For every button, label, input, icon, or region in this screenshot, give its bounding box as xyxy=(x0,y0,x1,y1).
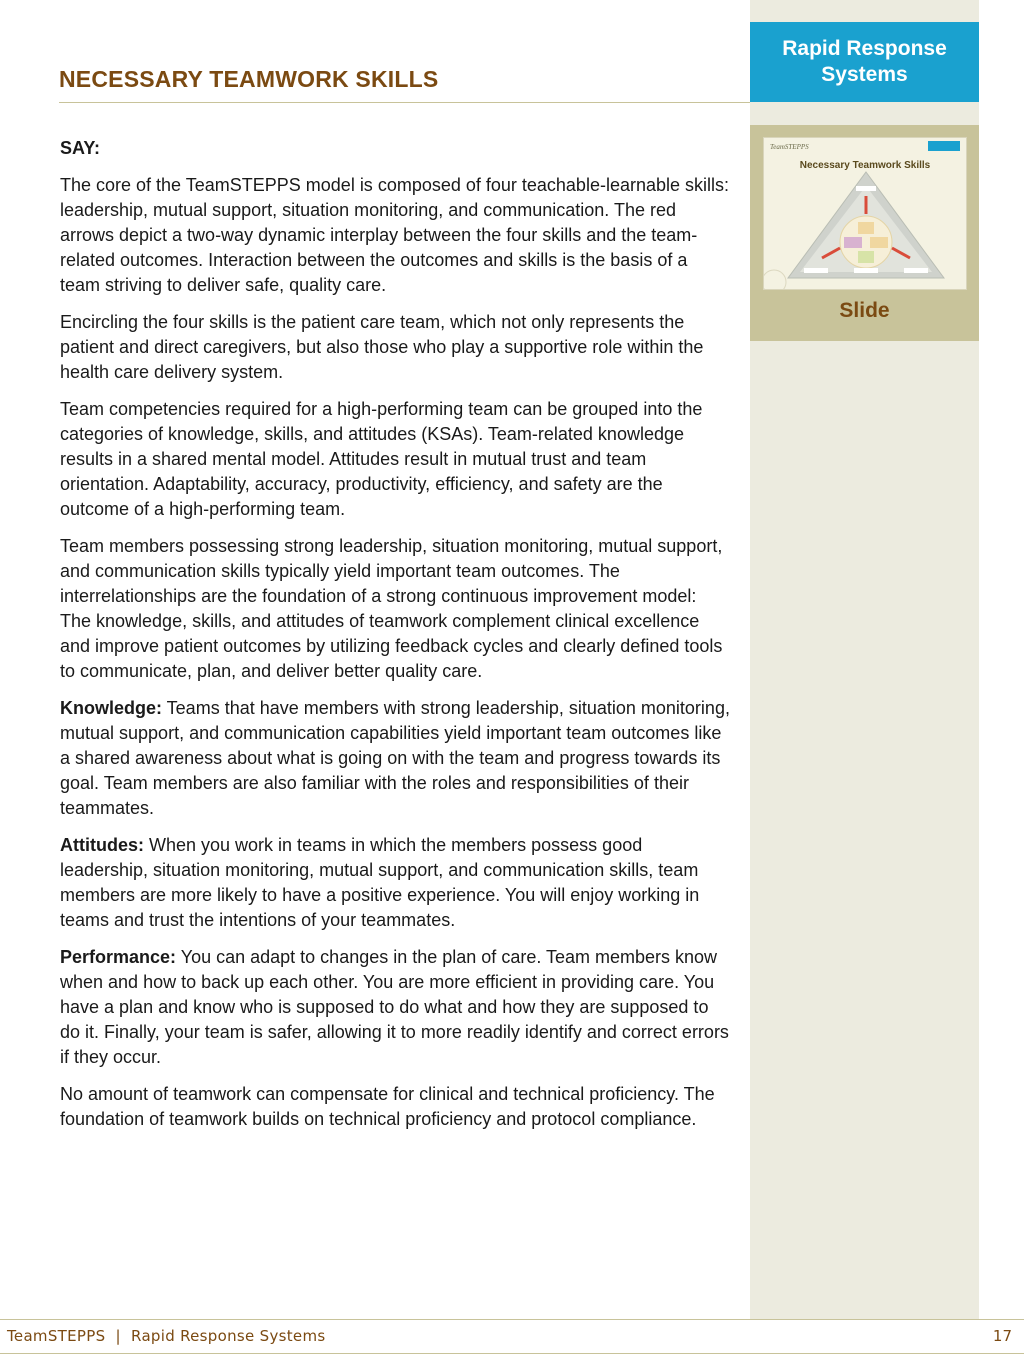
thumbnail-brand: TeamSTEPPS xyxy=(770,143,809,151)
attitudes-text: When you work in teams in which the members possess good leadership, situation monitoring, mutual support, and communication skills, team members are more likely to have a positive experience. You will enjoy working in teams and trust the intentions of your teammates. xyxy=(60,835,700,930)
teamwork-triangle-diagram xyxy=(764,138,967,290)
footer-text: TeamSTEPPS | Rapid Response Systems xyxy=(7,1327,326,1345)
thumbnail-title: Necessary Teamwork Skills xyxy=(799,160,931,171)
center-box-top xyxy=(858,222,874,234)
label-top xyxy=(856,186,876,191)
say-label: SAY: xyxy=(60,138,101,158)
center-box-right xyxy=(870,237,888,248)
center-box-bottom xyxy=(858,251,874,263)
label-right xyxy=(904,268,928,273)
page-number: 17 xyxy=(992,1327,1012,1345)
closing-paragraph: No amount of teamwork can compensate for clinical and technical proficiency. The foundation of teamwork builds on technical proficiency and protocol compliance. xyxy=(60,1084,715,1129)
page-title: NECESSARY TEAMWORK SKILLS xyxy=(59,66,439,92)
attitudes-paragraph xyxy=(60,833,730,933)
performance-paragraph xyxy=(60,945,730,1070)
knowledge-text: Teams that have members with strong leadership, situation monitoring, mutual support, and communication capabilities yield important team outcomes like a shared awareness about what is going on with the team and progress towards its goal. Team members are also familiar with the roles and responsibilities of their teammates. xyxy=(60,698,730,818)
knowledge-paragraph xyxy=(60,696,730,821)
paragraph: Team competencies required for a high-performing team can be grouped into the categories of knowledge, skills, and attitudes (KSAs). Team-related knowledge results in a shared mental model. Attitudes result in mutual trust and team orientation. Adaptability, accuracy, productivity, efficiency, and safety are the outcome of a high-performing team. xyxy=(60,399,703,519)
paragraph: Encircling the four skills is the patient care team, which not only represents the patient and direct caregivers, but also those who play a supportive role within the health care delivery system. xyxy=(60,312,704,382)
corner-ornament xyxy=(764,270,786,290)
footer-divider-bottom xyxy=(0,1353,1024,1354)
label-left xyxy=(804,268,828,273)
center-box-left xyxy=(844,237,862,248)
footer-divider-top xyxy=(0,1319,1024,1320)
slide-label: Slide xyxy=(839,299,890,322)
attitudes-label: Attitudes: xyxy=(60,835,144,855)
performance-text: You can adapt to changes in the plan of care. Team members know when and how to back up each other. You are more efficient in providing care. You have a plan and know who is supposed to do what and how they are supposed to do it. Finally, your team is safer, allowing it to more readily identify and correct errors if they occur. xyxy=(60,947,729,1067)
main-content xyxy=(60,136,730,1144)
performance-label: Performance: xyxy=(60,947,177,967)
slide-thumbnail xyxy=(763,137,967,290)
paragraph: Team members possessing strong leadership, situation monitoring, mutual support, and communication skills typically yield important team outcomes. The interrelationships are the foundation of a strong continuous improvement model: The knowledge, skills, and attitudes of teamwork complement clinical excellence and improve patient outcomes by utilizing feedback cycles and clearly defined tools to communicate, plan, and deliver better quality care. xyxy=(60,536,723,681)
title-divider xyxy=(59,102,750,103)
label-mid xyxy=(854,268,878,273)
knowledge-label: Knowledge: xyxy=(60,698,162,718)
paragraph: The core of the TeamSTEPPS model is composed of four teachable-learnable skills: leadership, mutual support, situation monitoring, and communication. The red arrows depict a two-way dynamic interplay between the four skills and the team-related outcomes. Interaction between the outcomes and skills is the basis of a team striving to deliver safe, quality care. xyxy=(60,175,730,295)
module-label-box: Rapid Response Systems xyxy=(750,22,979,102)
